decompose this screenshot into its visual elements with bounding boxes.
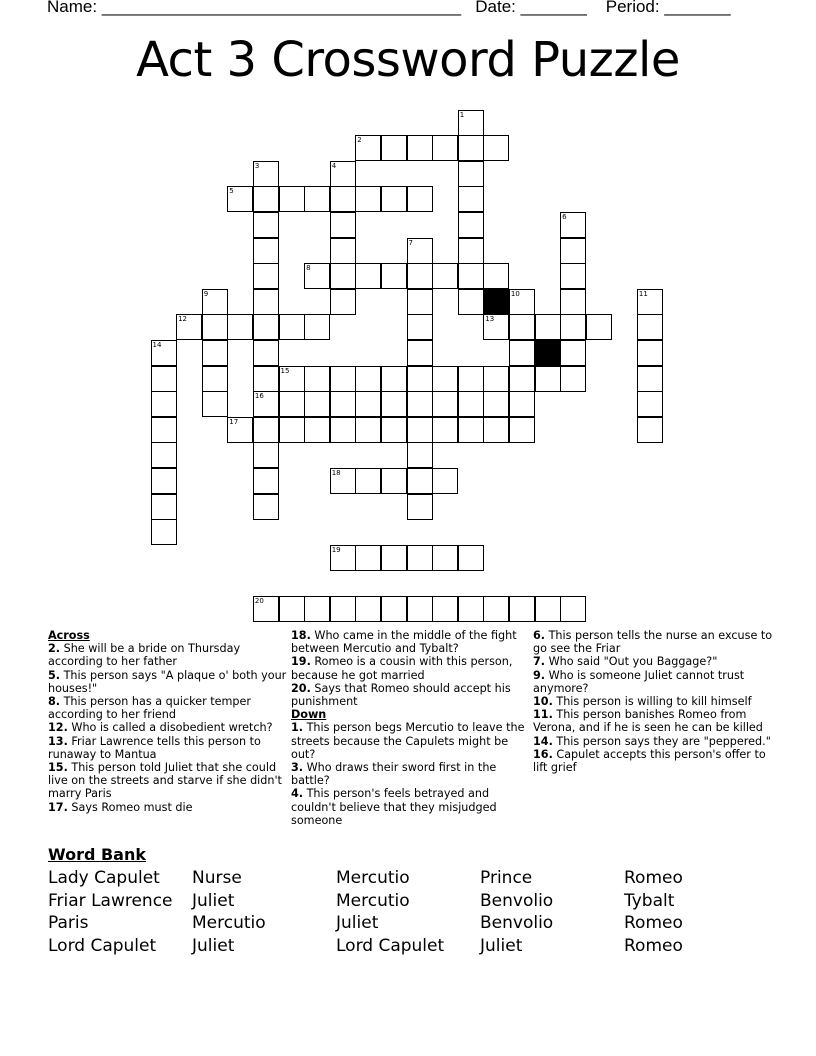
crossword-cell[interactable] [253, 366, 279, 392]
crossword-cell[interactable] [381, 391, 407, 417]
crossword-cell[interactable] [381, 468, 407, 494]
crossword-cell[interactable] [637, 391, 663, 417]
crossword-cell[interactable] [432, 391, 458, 417]
crossword-cell[interactable] [560, 314, 586, 340]
crossword-cell[interactable] [560, 340, 586, 366]
crossword-cell[interactable] [330, 596, 356, 622]
crossword-cell[interactable] [458, 263, 484, 289]
crossword-cell[interactable] [458, 212, 484, 238]
clue-text: This person is willing to kill himself [552, 695, 752, 709]
clue-number-label: 6. [533, 629, 546, 642]
word-bank-column [336, 867, 444, 958]
clue-number-label: 5. [48, 668, 61, 682]
clue [48, 721, 288, 734]
crossword-cell[interactable] [483, 135, 509, 161]
crossword-cell[interactable] [381, 366, 407, 392]
clue [291, 682, 531, 708]
word-bank-word: Friar Lawrence [48, 890, 173, 911]
crossword-cell[interactable] [381, 545, 407, 571]
crossword-cell[interactable] [483, 391, 509, 417]
crossword-cell[interactable] [535, 366, 561, 392]
clue-number: 11 [638, 289, 648, 298]
crossword-cell[interactable] [381, 186, 407, 212]
crossword-cell[interactable] [253, 314, 279, 340]
crossword-cell[interactable] [253, 417, 279, 443]
clue-text: Says Romeo must die [67, 800, 193, 814]
crossword-cell[interactable] [637, 366, 663, 392]
word-bank-word: Mercutio [336, 890, 410, 911]
word-bank-word: Benvolio [480, 890, 554, 911]
crossword-cell[interactable] [432, 468, 458, 494]
crossword-cell[interactable] [304, 596, 330, 622]
word-bank-word: Juliet [192, 936, 235, 957]
word-bank-word: Mercutio [336, 868, 410, 888]
crossword-cell[interactable] [407, 545, 433, 571]
clue [291, 721, 531, 761]
clue-number: 20 [254, 596, 264, 605]
word-bank-word: Prince [480, 868, 533, 888]
crossword-cell[interactable] [560, 289, 586, 315]
word-bank-word: Paris [48, 913, 89, 934]
crossword-cell[interactable] [407, 417, 433, 443]
across-clue-list-continued [291, 629, 531, 708]
crossword-cell[interactable] [407, 468, 433, 494]
clue [533, 735, 773, 748]
crossword-cell[interactable] [407, 263, 433, 289]
word-bank-word: Lady Capulet [48, 868, 160, 888]
crossword-cell[interactable] [330, 186, 356, 212]
clue-text: This person banishes Romeo from Verona, and if he is seen he can be killed [533, 708, 763, 735]
clue-number: 5 [229, 187, 234, 196]
crossword-cell[interactable] [330, 417, 356, 443]
crossword-cell[interactable] [407, 340, 433, 366]
crossword-cell[interactable] [432, 596, 458, 622]
clue-number: 4 [331, 161, 337, 170]
clue-number: 9 [203, 289, 209, 298]
down-clue-list-continued [533, 629, 773, 774]
crossword-cell[interactable] [407, 494, 433, 520]
clue-number: 16 [254, 392, 264, 401]
crossword-cell[interactable] [483, 366, 509, 392]
clue-number-label: 1. [291, 721, 304, 735]
clue-text: This person's feels betrayed and couldn't believe that they misjudged someone [291, 787, 497, 827]
crossword-cell[interactable] [304, 417, 330, 443]
clue-number-label: 13. [48, 734, 68, 748]
clue-text: This person has a quicker temper according to her friend [48, 695, 251, 722]
clue-number-label: 9. [533, 668, 546, 682]
crossword-cell[interactable] [202, 314, 228, 340]
crossword-cell[interactable] [253, 289, 279, 315]
clue [533, 669, 773, 695]
clue-number: 12 [178, 315, 188, 324]
clue [533, 629, 773, 655]
word-bank-word: Mercutio [192, 913, 266, 934]
clue-text: Says that Romeo should accept his punishment [291, 681, 511, 709]
clue-text: This person begs Mercutio to leave the streets because the Capulets might be out? [291, 721, 525, 761]
crossword-cell[interactable] [253, 263, 279, 289]
name-blank[interactable]: ______________________________________ [101, 0, 462, 16]
clue-text: This person tells the nurse an excuse to go see the Friar [533, 629, 773, 656]
crossword-cell[interactable] [202, 340, 228, 366]
clue-number-label: 16. [533, 747, 553, 761]
clue-number-label: 19. [291, 655, 311, 669]
crossword-cell[interactable] [560, 596, 586, 622]
crossword-cell[interactable] [458, 161, 484, 187]
clues-column-2 [291, 629, 531, 827]
crossword-cell[interactable] [535, 596, 561, 622]
crossword-cell[interactable] [227, 314, 253, 340]
crossword-cell[interactable] [407, 391, 433, 417]
crossword-cell[interactable] [253, 468, 279, 494]
word-bank-word: Juliet [192, 890, 235, 911]
crossword-cell[interactable] [304, 391, 330, 417]
crossword-cell[interactable] [535, 314, 561, 340]
clue [533, 695, 773, 708]
crossword-cell[interactable] [483, 263, 509, 289]
crossword-cell[interactable] [509, 314, 535, 340]
clue-text: She will be a bride on Thursday according to her father [48, 642, 241, 669]
crossword-cell[interactable] [304, 314, 330, 340]
crossword-cell[interactable] [253, 212, 279, 238]
clue [533, 748, 773, 774]
crossword-cell[interactable] [483, 596, 509, 622]
clue-text: This person told Juliet that she could live on the streets and starve if she didn't marry Paris [48, 761, 282, 801]
crossword-cell[interactable] [330, 212, 356, 238]
crossword-cell[interactable] [637, 314, 663, 340]
word-bank-column [624, 867, 683, 958]
crossword-cell[interactable] [253, 238, 279, 264]
crossword-cell[interactable] [407, 366, 433, 392]
crossword-cell[interactable] [279, 391, 305, 417]
crossword-cell[interactable] [560, 263, 586, 289]
crossword-cell[interactable] [458, 417, 484, 443]
crossword-cell[interactable] [458, 186, 484, 212]
crossword-cell[interactable] [560, 366, 586, 392]
word-bank-word: Lord Capulet [48, 936, 157, 957]
name-label: Name: [47, 0, 98, 16]
clue-number: 19 [331, 545, 341, 554]
crossword-cell[interactable] [432, 545, 458, 571]
across-clue-list [48, 642, 288, 814]
crossword-cell[interactable] [330, 289, 356, 315]
word-bank-column [480, 867, 553, 958]
crossword-cell[interactable] [458, 391, 484, 417]
clue-number-label: 11. [533, 708, 553, 722]
word-bank-word: Romeo [624, 936, 683, 957]
clue-text: This person says "A plaque o' both your houses!" [48, 668, 287, 695]
crossword-cell[interactable] [509, 366, 535, 392]
crossword-cell[interactable] [151, 442, 177, 468]
clue-number: 2 [357, 136, 362, 145]
crossword-cell[interactable] [253, 340, 279, 366]
crossword-cell[interactable] [381, 417, 407, 443]
crossword-cell[interactable] [330, 366, 356, 392]
crossword-cell[interactable] [407, 135, 433, 161]
clue-number: 10 [510, 289, 520, 298]
word-bank-word: Romeo [624, 868, 683, 888]
clue-number: 13 [485, 315, 495, 324]
clue-number: 7 [408, 238, 413, 247]
clue-number-label: 20. [291, 681, 311, 695]
crossword-cell[interactable] [355, 596, 381, 622]
clue-text: This person says they are "peppered." [552, 734, 771, 748]
crossword-cell[interactable] [355, 417, 381, 443]
crossword-cell[interactable] [151, 417, 177, 443]
clue [291, 655, 531, 681]
clue-text: Capulet accepts this person's offer to lift grief [533, 747, 766, 775]
crossword-cell[interactable] [151, 494, 177, 520]
crossword-cell[interactable] [407, 186, 433, 212]
crossword-cell[interactable] [253, 442, 279, 468]
black-square [483, 289, 509, 315]
word-bank-word: Benvolio [480, 913, 554, 934]
black-square [535, 340, 561, 366]
crossword-cell[interactable] [151, 391, 177, 417]
clue-number-label: 3. [291, 761, 304, 775]
clue-number-label: 10. [533, 695, 553, 709]
clues-column-3 [533, 629, 773, 774]
word-bank-word: Juliet [480, 936, 523, 957]
crossword-cell[interactable] [407, 289, 433, 315]
crossword-cell[interactable] [355, 545, 381, 571]
crossword-cell[interactable] [304, 186, 330, 212]
word-bank-title: Word Bank [48, 845, 147, 864]
crossword-cell[interactable] [458, 289, 484, 315]
word-bank-word: Nurse [192, 868, 242, 888]
crossword-cell[interactable] [253, 494, 279, 520]
crossword-cell[interactable] [407, 442, 433, 468]
crossword-cell[interactable] [458, 596, 484, 622]
crossword-cell[interactable] [637, 417, 663, 443]
clue-text: Friar Lawrence tells this person to runaway to Mantua [48, 734, 261, 761]
clue [48, 669, 288, 695]
clue-number: 15 [280, 366, 290, 375]
clue-number-label: 18. [291, 629, 311, 642]
clue-number-label: 15. [48, 761, 68, 775]
clue-number-label: 7. [533, 655, 546, 669]
crossword-cell[interactable] [151, 519, 177, 545]
down-clue-list [291, 721, 531, 827]
crossword-cell[interactable] [279, 417, 305, 443]
clue-number-label: 4. [291, 787, 304, 801]
clue-text: Romeo is a cousin with this person, because he got married [291, 655, 513, 682]
clue-number-label: 8. [48, 695, 61, 709]
crossword-cell[interactable] [381, 135, 407, 161]
clue-number: 18 [331, 468, 341, 477]
word-bank-word: Juliet [336, 913, 379, 934]
clue [48, 735, 288, 761]
word-bank-word: Tybalt [624, 890, 675, 911]
crossword-cell[interactable] [509, 391, 535, 417]
crossword-cell[interactable] [432, 417, 458, 443]
period-blank[interactable]: _______ [664, 0, 731, 16]
clue-number-label: 12. [48, 721, 68, 735]
clue-number: 14 [152, 340, 162, 349]
crossword-cell[interactable] [304, 366, 330, 392]
clue-text: Who came in the middle of the fight between Mercutio and Tybalt? [291, 629, 517, 656]
down-heading: Down [291, 708, 327, 722]
crossword-cell[interactable] [458, 366, 484, 392]
clue-number: 8 [306, 264, 311, 273]
clue-text: Who is called a disobedient wretch? [67, 721, 273, 735]
crossword-cell[interactable] [407, 314, 433, 340]
crossword-cell[interactable] [381, 596, 407, 622]
crossword-cell[interactable] [279, 186, 305, 212]
clue-number: 17 [229, 417, 239, 426]
word-bank-word: Lord Capulet [336, 936, 445, 957]
clue-number: 1 [459, 110, 465, 119]
crossword-cell[interactable] [458, 135, 484, 161]
clue-text: Who is someone Juliet cannot trust anymore? [533, 668, 745, 695]
clue [48, 695, 288, 721]
crossword-cell[interactable] [432, 263, 458, 289]
word-bank-word: Romeo [624, 913, 683, 934]
crossword-cell[interactable] [586, 314, 612, 340]
clue [533, 708, 773, 734]
crossword-cell[interactable] [509, 340, 535, 366]
clue-number-label: 17. [48, 800, 68, 814]
crossword-cell[interactable] [509, 596, 535, 622]
crossword-cell[interactable] [279, 314, 305, 340]
crossword-cell[interactable] [381, 263, 407, 289]
clue-number: 6 [562, 212, 567, 221]
crossword-cell[interactable] [355, 366, 381, 392]
crossword-cell[interactable] [458, 545, 484, 571]
crossword-cell[interactable] [355, 391, 381, 417]
crossword-cell[interactable] [355, 263, 381, 289]
crossword-cell[interactable] [330, 263, 356, 289]
date-blank[interactable]: _______ [520, 0, 587, 16]
word-bank-column [192, 867, 266, 958]
clue [48, 801, 288, 814]
clue [48, 761, 288, 801]
crossword-cell[interactable] [253, 186, 279, 212]
clue-number-label: 14. [533, 734, 553, 748]
clue [291, 761, 531, 787]
crossword-cell[interactable] [432, 135, 458, 161]
crossword-cell[interactable] [202, 366, 228, 392]
crossword-cell[interactable] [560, 238, 586, 264]
crossword-cell[interactable] [330, 238, 356, 264]
clue-text: Who draws their sword first in the battle? [291, 761, 497, 788]
crossword-cell[interactable] [458, 238, 484, 264]
crossword-cell[interactable] [151, 468, 177, 494]
crossword-cell[interactable] [509, 417, 535, 443]
across-heading: Across [48, 629, 90, 642]
clue [291, 629, 531, 655]
clue [533, 655, 773, 668]
crossword-cell[interactable] [151, 366, 177, 392]
clue-number: 3 [254, 161, 260, 170]
crossword-cell[interactable] [355, 468, 381, 494]
date-label: Date: [475, 0, 516, 16]
crossword-cell[interactable] [355, 186, 381, 212]
crossword-cell[interactable] [330, 391, 356, 417]
crossword-cell[interactable] [279, 596, 305, 622]
crossword-cell[interactable] [432, 366, 458, 392]
crossword-cell[interactable] [483, 417, 509, 443]
clue [48, 642, 288, 668]
crossword-cell[interactable] [202, 391, 228, 417]
clues-column-1 [48, 629, 288, 814]
clue [291, 787, 531, 827]
period-label: Period: [605, 0, 660, 16]
crossword-cell[interactable] [637, 340, 663, 366]
page-title: Act 3 Crossword Puzzle [136, 32, 680, 88]
word-bank-column [48, 867, 173, 958]
crossword-cell[interactable] [407, 596, 433, 622]
clue-number-label: 2. [48, 642, 61, 656]
clue-text: Who said "Out you Baggage?" [545, 655, 718, 669]
